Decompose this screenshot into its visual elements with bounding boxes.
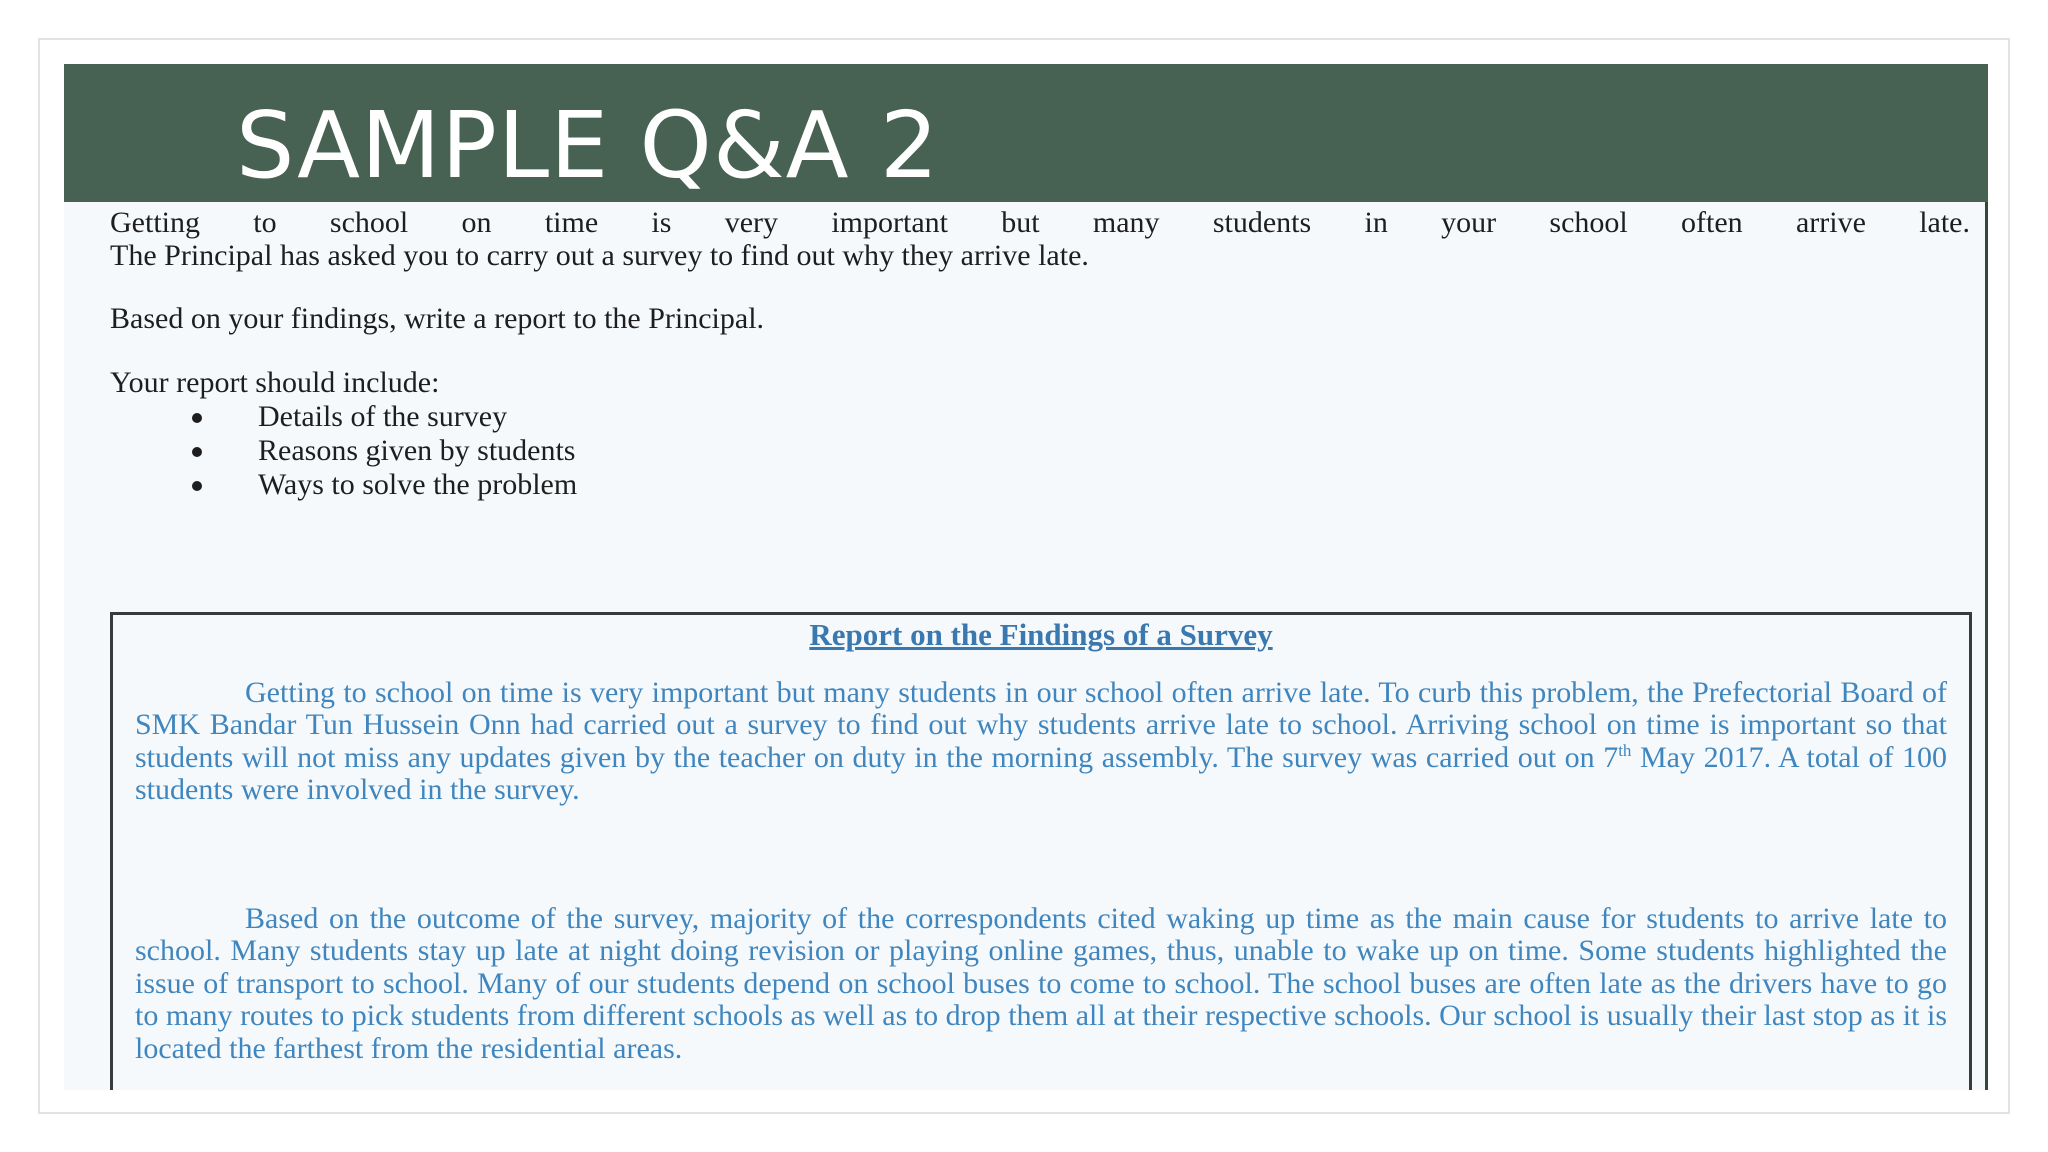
bullet-icon: [192, 447, 202, 457]
report-paragraph-2: Based on the outcome of the survey, majority of the correspondents cited waking up time as the main cause for students to arrive late to school. Many students stay up late at night doing revision or playing online games, thus, unable to wake up on time. Some students highlighted the issue of transport to school. Many of our students depend on school buses to come to school. The school buses are often late as the drivers have to go to many routes to pick students from different schools as well as to drop them all at their respective schools. Our school is usually their last stop as it is located the farthest from the residential areas.: [135, 902, 1947, 1065]
question-include-label: Your report should include:: [110, 366, 440, 399]
bullet-icon: [192, 481, 202, 491]
bullet-text: Ways to solve the problem: [258, 468, 578, 501]
report-title: Report on the Findings of a Survey: [809, 617, 1273, 652]
bullet-text: Reasons given by students: [258, 434, 576, 467]
list-item: [110, 434, 577, 468]
bullet-icon: [192, 413, 202, 423]
slide-title: SAMPLE Q&A 2: [236, 92, 940, 199]
list-item: [110, 468, 577, 502]
question-bullet-list: [110, 400, 577, 502]
report-box: [110, 612, 1972, 1090]
list-item: [110, 400, 577, 434]
report-paragraph-1-text-end: May 2017. A total of 100 students were involved in the survey.: [135, 740, 1947, 807]
question-intro-line-1: Getting to school on time is very important but many students in your school often arrive late.: [110, 206, 1970, 239]
question-task: Based on your findings, write a report to the Principal.: [110, 302, 765, 335]
report-paragraph-1: [135, 677, 1947, 807]
question-intro-line-2: The Principal has asked you to carry out a survey to find out why they arrive late.: [110, 239, 1089, 272]
question-block: [110, 206, 1970, 501]
slide: [38, 38, 2010, 1114]
document-border-line: [1985, 202, 1988, 1090]
bullet-text: Details of the survey: [258, 400, 508, 433]
ordinal-suffix: th: [1618, 740, 1632, 760]
scanned-document: [64, 202, 1988, 1090]
report-paragraph-1-text: Getting to school on time is very important but many students in our school often arrive late. To curb this problem, the Prefectorial Board of SMK Bandar Tun Hussein Onn had carried out a survey to find out why students arrive late to school. Arriving school on time is important so that students will not miss any updates given by the teacher on duty in the morning assembly. The survey was carried out on 7: [135, 676, 1947, 774]
